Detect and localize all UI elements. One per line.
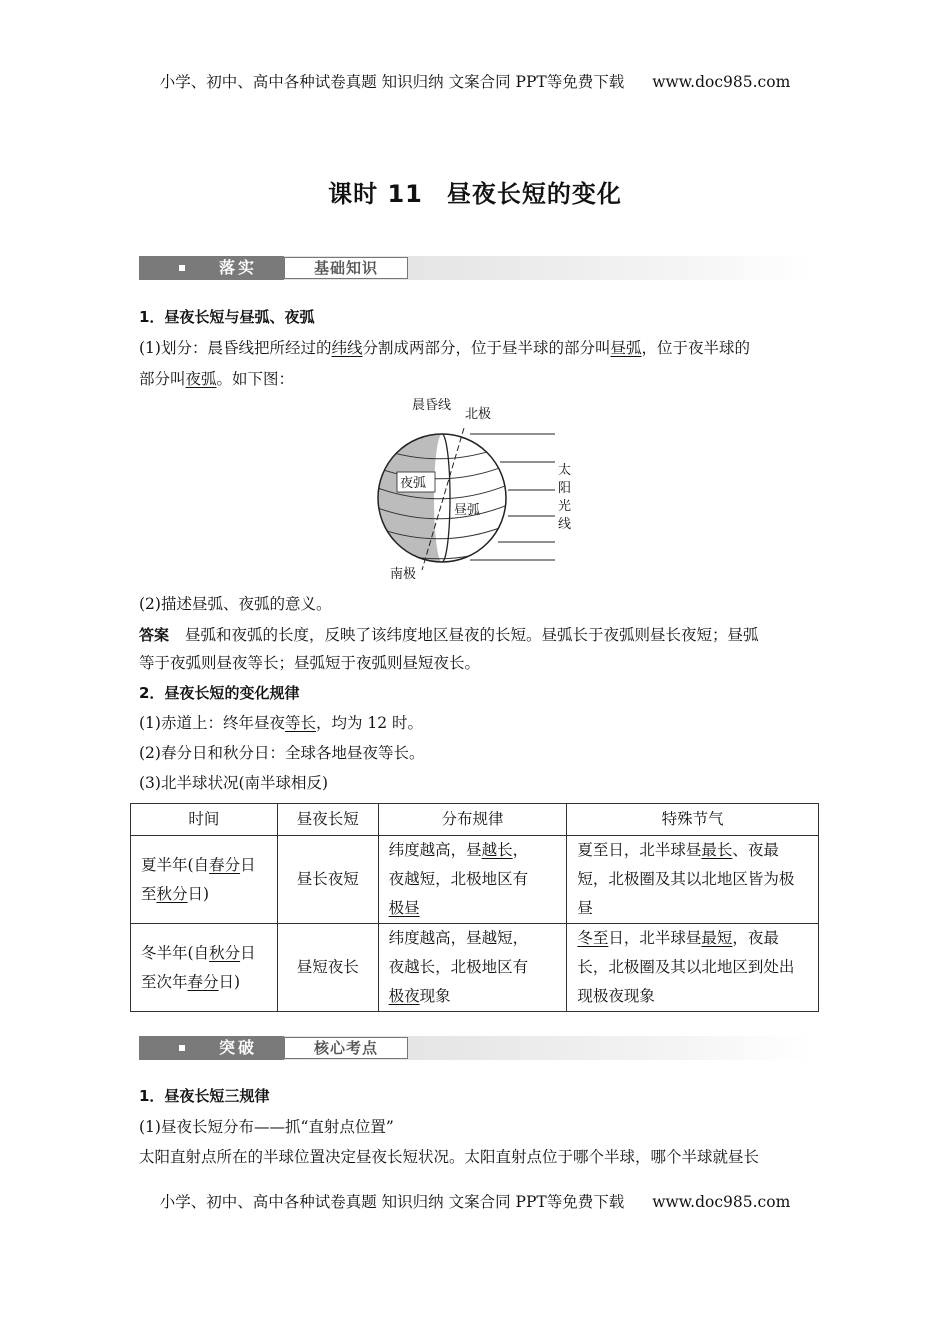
cell-pattern: 纬度越高，昼越短， 夜越长，北极地区有 极夜现象 [378, 924, 567, 1012]
cell-period: 冬半年(自秋分日 至次年春分日) [131, 924, 278, 1012]
sunlight-label-1: 太 [558, 463, 572, 478]
day-night-arc-diagram [370, 392, 585, 584]
north-pole-label: 北极 [465, 407, 492, 422]
banner-label: 基础知识 [284, 257, 408, 279]
paragraph-line: (1)划分：晨昏线把所经过的纬线分割成两部分，位于昼半球的部分叫昼弧，位于夜半球的 [139, 339, 751, 357]
col-header: 昼夜长短 [277, 804, 378, 836]
banner-label: 核心考点 [284, 1037, 408, 1059]
sunlight-label-4: 线 [558, 517, 572, 532]
paragraph-line: 太阳直射点所在的半球位置决定昼夜长短状况。太阳直射点位于哪个半球，哪个半球就昼长 [139, 1148, 760, 1166]
footer-text: 小学、初中、高中各种试卷真题 知识归纳 文案合同 PPT等免费下载 [159, 1193, 625, 1211]
terminator-label: 晨昏线 [412, 398, 452, 413]
cell-length: 昼短夜长 [277, 924, 378, 1012]
paragraph-line: 部分叫夜弧。如下图： [139, 370, 295, 388]
section-banner-basics [139, 256, 811, 280]
cell-solar-term: 夏至日，北半球昼最长、夜最 短，北极圈及其以北地区皆为极 昼 [567, 836, 819, 924]
col-header: 特殊节气 [567, 804, 819, 836]
heading-1: 1．昼夜长短与昼弧、夜弧 [139, 308, 315, 326]
page-footer [0, 1190, 950, 1212]
paragraph-line: (1)赤道上：终年昼夜等长，均为 12 时。 [139, 714, 424, 732]
header-text: 小学、初中、高中各种试卷真题 知识归纳 文案合同 PPT等免费下载 [159, 73, 625, 91]
table-row [131, 924, 819, 1012]
col-header: 时间 [131, 804, 278, 836]
banner-tag: 落实 [219, 258, 258, 277]
night-hemisphere [378, 434, 442, 562]
cell-period: 夏半年(自春分日 至秋分日) [131, 836, 278, 924]
lesson-topic: 昼夜长短的变化 [446, 180, 622, 208]
answer-line-1: 答案 昼弧和夜弧的长度，反映了该纬度地区昼夜的长短。昼弧长于夜弧则昼长夜短；昼弧 [139, 626, 759, 644]
answer-tag: 答案 [139, 626, 170, 644]
col-header: 分布规律 [378, 804, 567, 836]
banner-tag: 突破 [219, 1038, 258, 1057]
page-header [0, 70, 950, 92]
heading-3: 1．昼夜长短三规律 [139, 1087, 270, 1105]
cell-length: 昼长夜短 [277, 836, 378, 924]
header-url[interactable]: www.doc985.com [652, 73, 791, 91]
south-pole-label: 南极 [390, 567, 417, 582]
section-banner-core [139, 1036, 811, 1060]
day-length-table [130, 803, 819, 1012]
answer-line-2: 等于夜弧则昼夜等长；昼弧短于夜弧则昼短夜长。 [139, 654, 481, 672]
sunlight-label-2: 阳 [558, 481, 572, 496]
paragraph-line: (3)北半球状况(南半球相反) [139, 774, 329, 792]
day-arc-label: 昼弧 [454, 503, 481, 518]
paragraph-line: (1)昼夜长短分布——抓“直射点位置” [139, 1118, 394, 1136]
question-2: (2)描述昼弧、夜弧的意义。 [139, 595, 332, 613]
cell-pattern: 纬度越高，昼越长， 夜越短，北极地区有 极昼 [378, 836, 567, 924]
table-header-row [131, 804, 819, 836]
page-title [0, 174, 950, 209]
sunlight-label-3: 光 [558, 499, 572, 514]
cell-solar-term: 冬至日，北半球昼最短，夜最 长，北极圈及其以北地区到处出 现极夜现象 [567, 924, 819, 1012]
footer-url[interactable]: www.doc985.com [652, 1193, 791, 1211]
table-row [131, 836, 819, 924]
paragraph-line: (2)春分日和秋分日：全球各地昼夜等长。 [139, 744, 425, 762]
night-arc-label: 夜弧 [400, 476, 427, 491]
lesson-number: 课时 11 [328, 180, 423, 208]
heading-2: 2．昼夜长短的变化规律 [139, 684, 300, 702]
